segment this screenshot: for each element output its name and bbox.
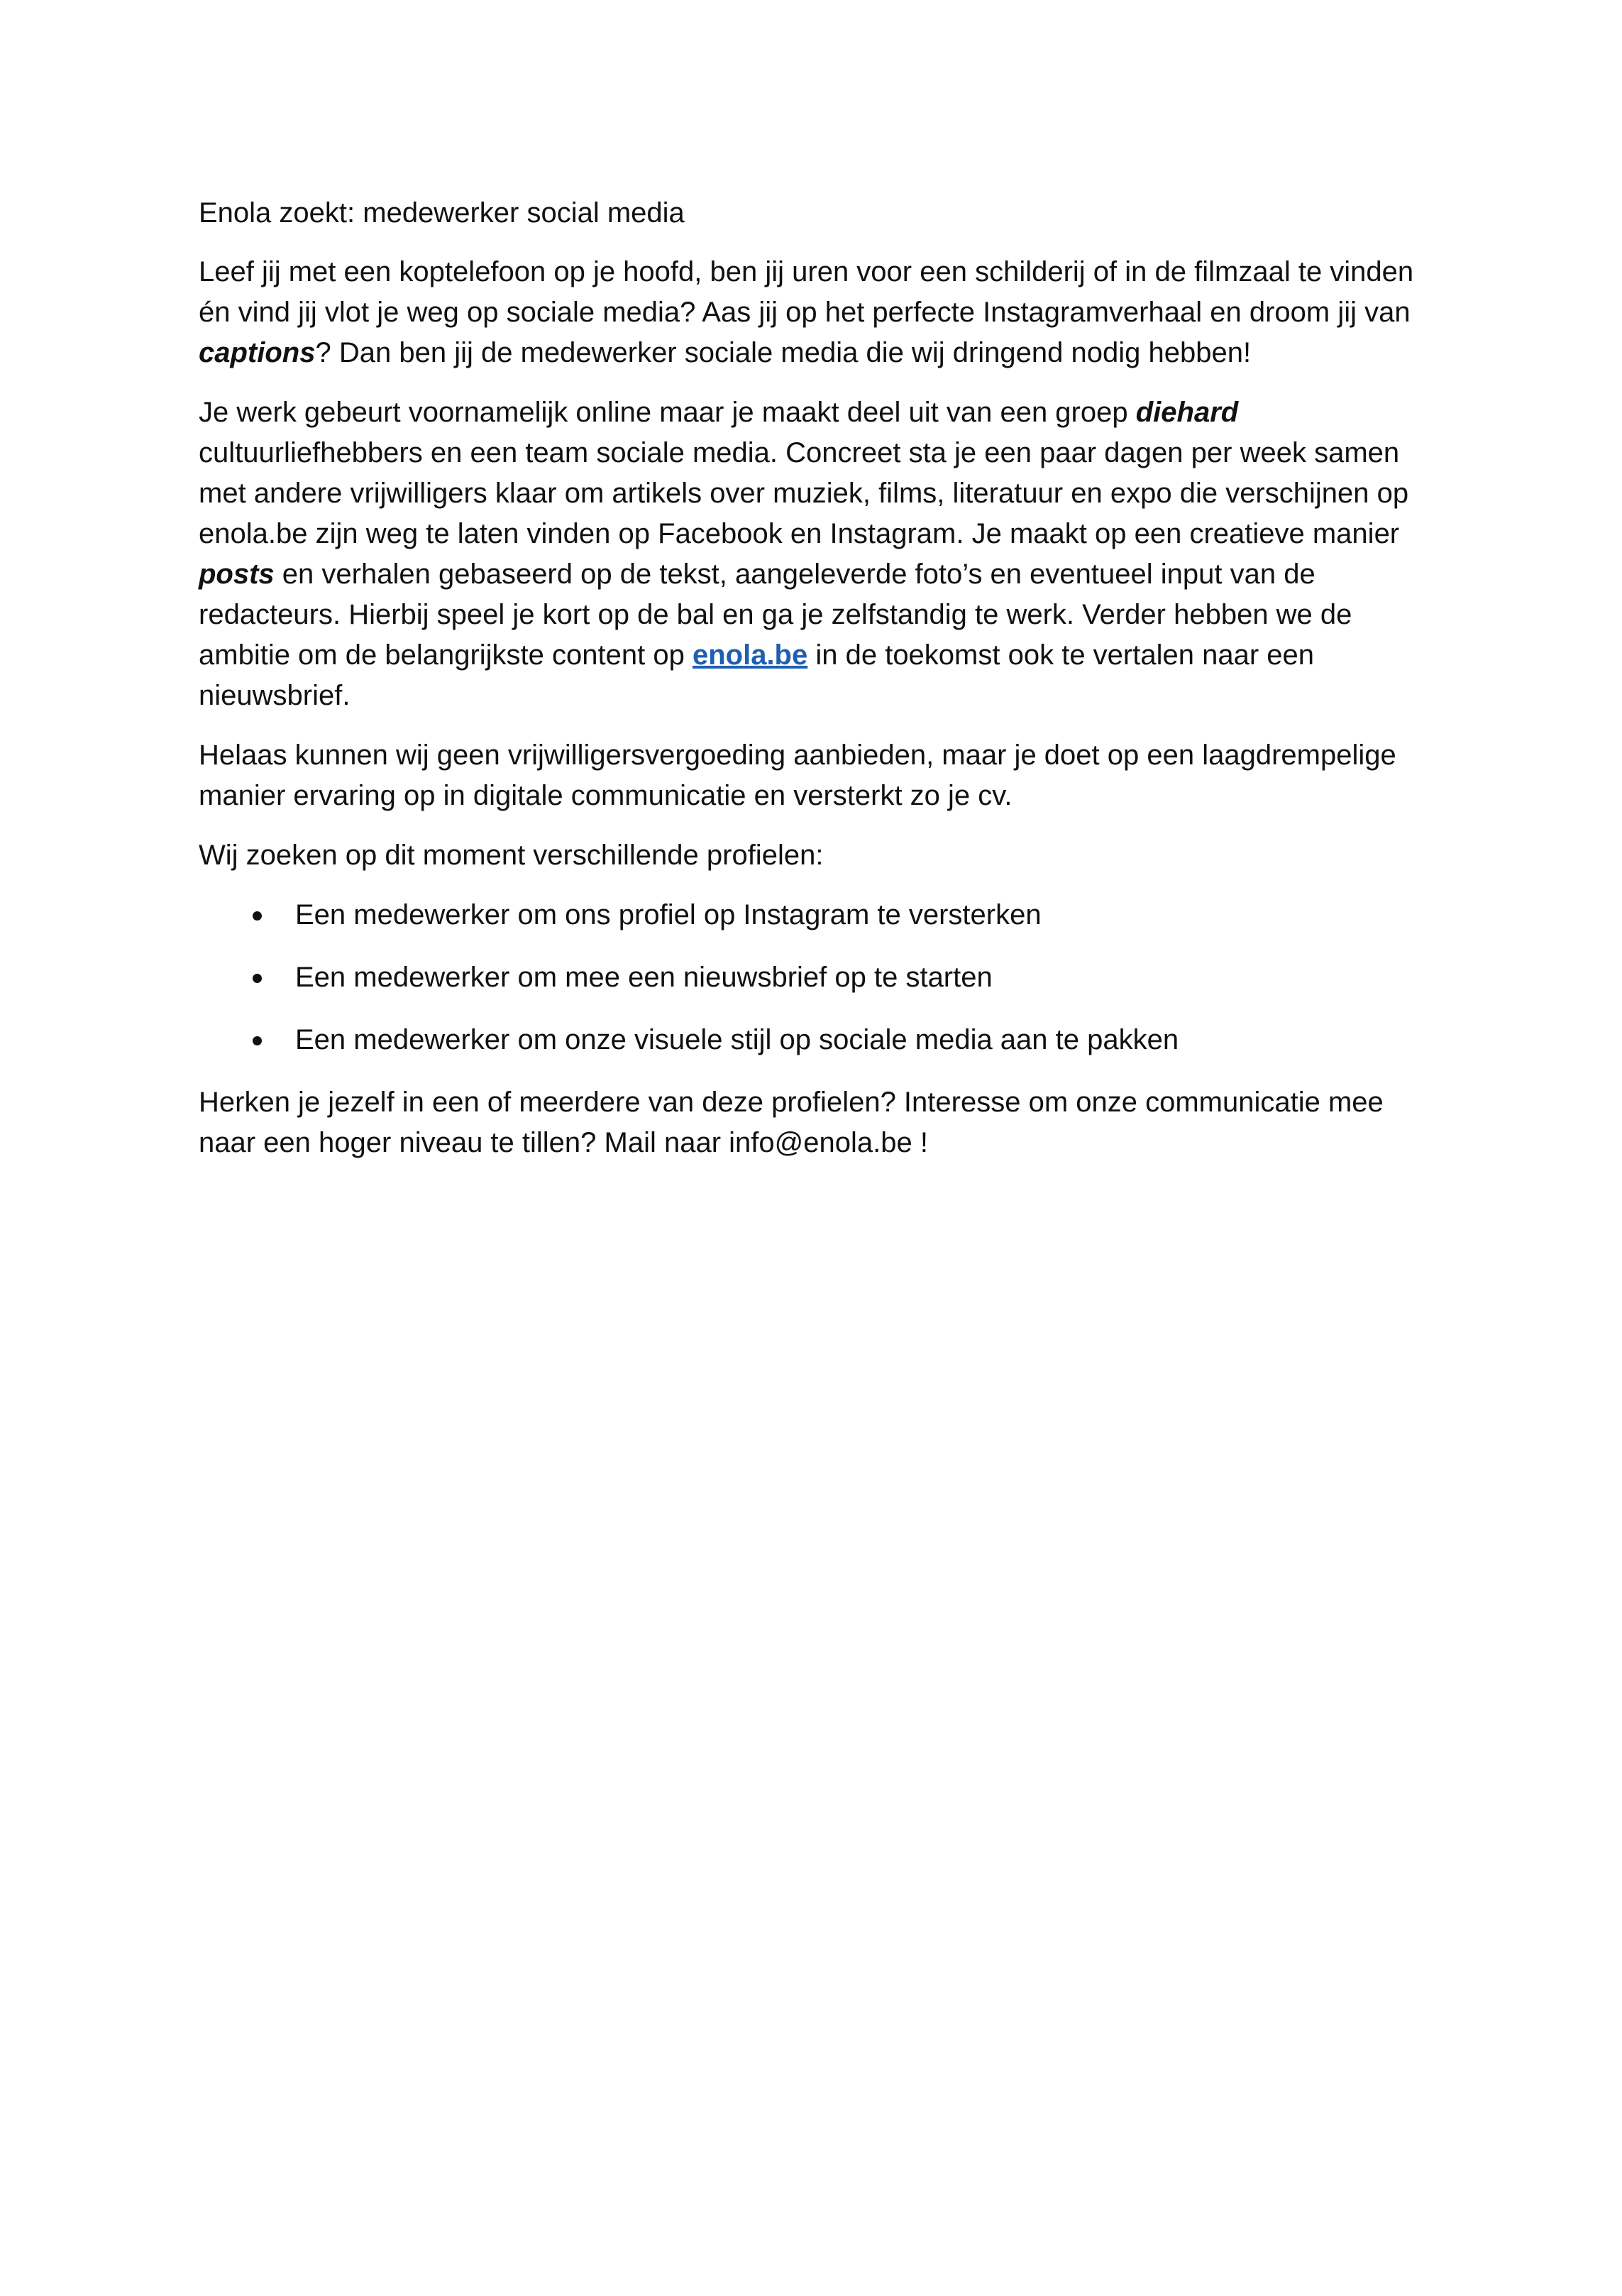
enola-link[interactable]: enola.be bbox=[692, 639, 808, 671]
list-item bbox=[199, 957, 1447, 998]
bullet-icon bbox=[253, 1036, 262, 1045]
intro-text-1: Leef jij met een koptelefoon op je hoofd, ben jij uren voor een schilderij of in de filmzaal te vinden én vind jij vlot je weg op sociale media? Aas jij op het perfecte Instagramverhaal en droom jij van bbox=[199, 256, 1414, 328]
intro-text-2: ? Dan ben jij de medewerker sociale media die wij dringend nodig hebben! bbox=[315, 337, 1252, 368]
work-paragraph bbox=[199, 392, 1447, 716]
document-title: Enola zoekt: medewerker social media bbox=[199, 197, 685, 229]
profiles-list bbox=[199, 895, 1447, 1060]
list-item bbox=[199, 895, 1447, 935]
work-text-3: en verhalen gebaseerd op de tekst, aangeleverde foto’s en eventueel input van de redacteurs. Hierbij speel je kort op de bal en ga je zelfstandig te werk. Verder hebben we de ambitie om de belangrijkste content op bbox=[199, 559, 1352, 671]
work-emphasis-posts: posts bbox=[199, 559, 275, 590]
bullet-icon bbox=[253, 974, 262, 983]
work-emphasis-diehard: diehard bbox=[1135, 397, 1239, 428]
closing-paragraph: Herken je jezelf in een of meerdere van deze profielen? Interesse om onze communicatie mee naar een hoger niveau te tillen? Mail naar info@enola.be ! bbox=[199, 1087, 1384, 1158]
list-item-text: Een medewerker om ons profiel op Instagram te versterken bbox=[295, 899, 1042, 930]
work-text-1: Je werk gebeurt voornamelijk online maar je maakt deel uit van een groep bbox=[199, 397, 1136, 428]
list-item-text: Een medewerker om mee een nieuwsbrief op te starten bbox=[295, 962, 993, 993]
work-text-4: in de toekomst ook te vertalen naar een nieuwsbrief. bbox=[199, 639, 1315, 711]
intro-emphasis-captions: captions bbox=[199, 337, 316, 368]
profiles-intro: Wij zoeken op dit moment verschillende profielen: bbox=[199, 840, 824, 871]
intro-paragraph bbox=[199, 252, 1447, 373]
compensation-paragraph: Helaas kunnen wij geen vrijwilligersvergoeding aanbieden, maar je doet op een laagdrempelige manier ervaring op in digitale communicatie en versterkt zo je cv. bbox=[199, 740, 1396, 811]
list-item bbox=[199, 1020, 1447, 1060]
list-item-text: Een medewerker om onze visuele stijl op sociale media aan te pakken bbox=[295, 1024, 1179, 1055]
work-text-2: cultuurliefhebbers en een team sociale media. Concreet sta je een paar dagen per week samen met andere vrijwilligers klaar om artikels over muziek, films, literatuur en expo die verschijnen op enola.be zijn weg te laten vinden op Facebook en Instagram. Je maakt op een creatieve manier bbox=[199, 437, 1409, 549]
bullet-icon bbox=[253, 911, 262, 921]
document-page bbox=[199, 193, 1447, 1182]
